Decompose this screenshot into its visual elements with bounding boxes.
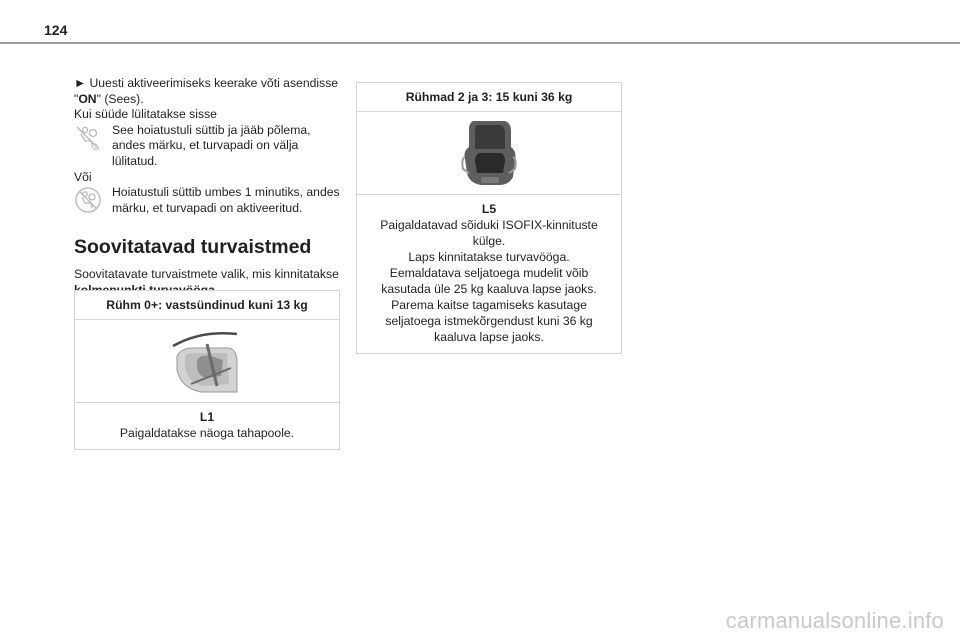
ignition-text: Kui süüde lülitatakse sisse: [74, 107, 217, 122]
seat-description-l5: [357, 195, 621, 353]
step-text: Uuesti aktiveerimiseks keerake võti asendisse ": [74, 76, 339, 106]
step-arrow-icon: ►: [74, 76, 87, 90]
seat-box-l5: [356, 82, 622, 354]
page-number: 124: [44, 22, 68, 38]
airbag-off-icon: [74, 124, 102, 152]
watermark: carmanualsonline.info: [725, 608, 944, 633]
section-heading: Soovitatavad turvaistmed: [74, 236, 312, 259]
seat-description: Paigaldatavad sõiduki ISOFIX-kinnituste külge. Laps kinnitatakse turvavööga. Eemaldatava seljatoega mudelit võib kasutada üle 25 kg kaaluva lapse jaoks. Parema kaitse tagamiseks kasutage seljatoega istmekõrgendust kuni 36 kg kaaluva lapse jaoks.: [380, 218, 598, 344]
seat-image-l5: [357, 112, 621, 195]
warning-paragraph-2: [74, 185, 340, 219]
seat-code: L5: [481, 202, 497, 216]
intro-text: Soovitatavate turvaistmete valik, mis kinnitatakse: [74, 267, 339, 282]
warning-text-2: Hoiatustuli süttib umbes 1 minutiks, andes märku, et turvapadi on aktiveeritud.: [112, 185, 340, 215]
or-text: Või: [74, 169, 92, 184]
seat-group-label: Rühm 0+: vastsündinud kuni 13 kg: [75, 291, 339, 320]
seat-group-label: Rühmad 2 ja 3: 15 kuni 36 kg: [357, 83, 621, 112]
seat-description: Paigaldatakse näoga tahapoole.: [119, 426, 295, 440]
warning-paragraph-1: [74, 123, 340, 170]
seat-image-l1: [75, 320, 339, 403]
infant-carrier-seat-icon: [171, 326, 243, 396]
left-column: [74, 76, 340, 298]
seat-box-l1: [74, 290, 340, 450]
header-divider: [0, 42, 960, 44]
airbag-deactivated-icon: [74, 186, 102, 214]
on-label: ON: [78, 91, 97, 106]
booster-seat-icon: [459, 117, 519, 189]
seat-description-l1: [75, 403, 339, 449]
step-text-end: " (Sees).: [96, 91, 144, 106]
svg-text:2: 2: [93, 141, 99, 152]
step-paragraph: [74, 76, 340, 107]
warning-text-1: See hoiatustuli süttib ja jääb põlema, andes märku, et turvapadi on välja lülitatud.: [112, 122, 311, 168]
seat-code: L1: [199, 410, 215, 424]
